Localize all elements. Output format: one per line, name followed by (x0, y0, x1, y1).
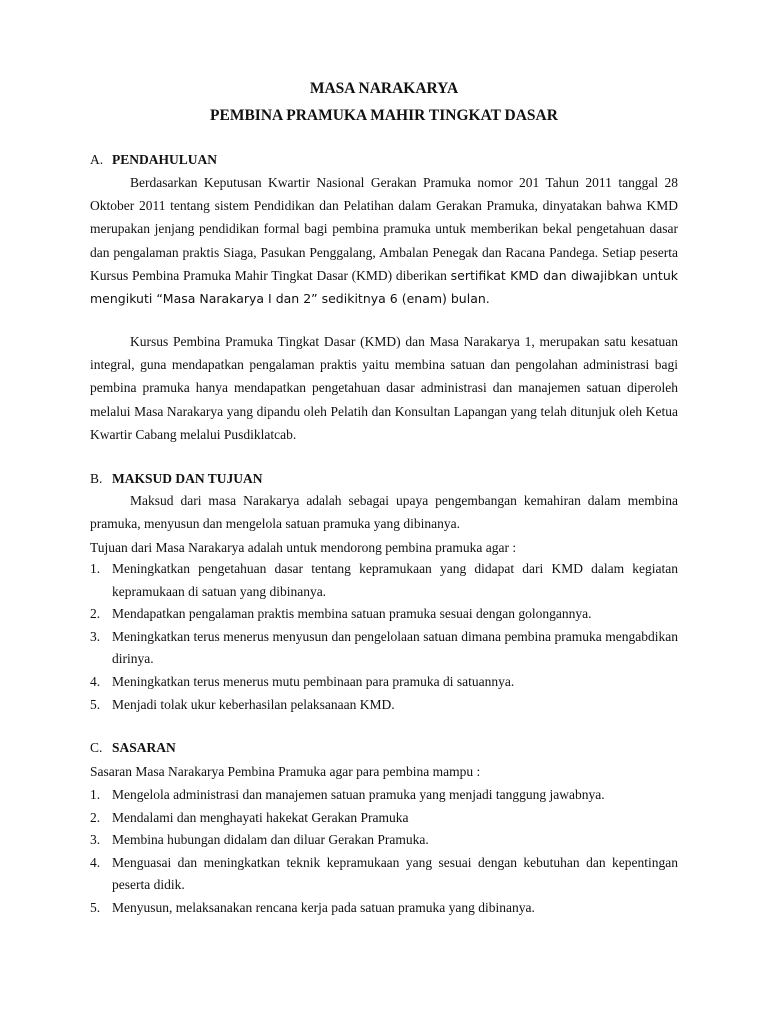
list-item-text: Menjadi tolak ukur keberhasilan pelaksanaan KMD. (112, 696, 395, 712)
list-item-number: 4. (90, 673, 101, 689)
section-a-paragraph-1 (90, 171, 678, 310)
section-a-paragraph-2: Kursus Pembina Pramuka Tingkat Dasar (KMD) dan Masa Narakarya 1, merupakan satu kesatuan integral, guna mendapatkan pengalaman praktis yaitu membina satuan dan pengolahan administrasi bagi pembina pramuka hanya mendapatkan pengetahuan dasar administrasi dan manajemen satuan diperoleh melalui Masa Narakarya yang dipandu oleh Pelatih dan Konsultan Lapangan yang telah ditunjuk oleh Ketua Kwartir Cabang melalui Pusdiklatcab. (90, 334, 678, 442)
list-item-number: 3. (90, 628, 101, 644)
section-b-intro: Tujuan dari Masa Narakarya adalah untuk mendorong pembina pramuka agar : (90, 540, 517, 555)
section-b-title: MAKSUD DAN TUJUAN (112, 471, 263, 486)
section-b-list (90, 558, 678, 716)
section-c-title: SASARAN (112, 740, 176, 755)
section-a-paragraph-1-text-sans: sertifikat KMD dan diwajibkan untuk mengikuti “Masa Narakarya I dan 2” sedikitnya 6 (enam) bulan. (90, 267, 678, 307)
list-item (90, 897, 678, 920)
list-item-number: 1. (90, 561, 101, 576)
section-c-intro: Sasaran Masa Narakarya Pembina Pramuka agar para pembina mampu : (90, 764, 481, 779)
section-a-title: PENDAHULUAN (112, 152, 218, 167)
list-item (90, 807, 678, 830)
list-item-number: 2. (90, 606, 101, 622)
section-b-paragraph-1: Maksud dari masa Narakarya adalah sebagai upaya pengembangan kemahiran dalam membina pramuka, menyusun dan mengelola satuan pramuka yang dibinanya. (90, 493, 678, 532)
list-item (90, 603, 678, 626)
list-item-number: 5. (90, 899, 101, 915)
list-item (90, 784, 678, 807)
list-item (90, 694, 678, 717)
section-c-letter: C. (90, 740, 103, 755)
list-item-text: Membina hubungan didalam dan diluar Gerakan Pramuka. (112, 832, 429, 848)
list-item-text: Meningkatkan terus menerus mutu pembinaan para pramuka di satuannya. (112, 673, 515, 689)
section-b-heading (90, 470, 263, 488)
list-item-number: 2. (90, 809, 101, 825)
list-item-text: Menguasai dan meningkatkan teknik kepramukaan yang sesuai dengan kebutuhan dan kepentingan peserta didik. (112, 854, 678, 893)
list-item-number: 4. (90, 854, 101, 870)
list-item-text: Mengelola administrasi dan manajemen satuan pramuka yang menjadi tanggung jawabnya. (112, 787, 605, 802)
list-item-text: Meningkatkan terus menerus menyusun dan pengelolaan satuan dimana pembina pramuka mengabdikan dirinya. (112, 628, 678, 667)
list-item-text: Mendalami dan menghayati hakekat Gerakan Pramuka (112, 809, 409, 825)
section-a-letter: A. (90, 152, 104, 167)
list-item (90, 558, 678, 603)
list-item-text: Menyusun, melaksanakan rencana kerja pada satuan pramuka yang dibinanya. (112, 899, 535, 915)
list-item (90, 829, 678, 852)
document-title: MASA NARAKARYA (309, 80, 459, 97)
list-item-number: 5. (90, 696, 101, 712)
section-b-letter: B. (90, 471, 103, 486)
list-item-number: 3. (90, 832, 101, 848)
list-item (90, 626, 678, 671)
list-item-text: Meningkatkan pengetahuan dasar tentang kepramukaan yang didapat dari KMD dalam kegiatan kepramukaan di satuan yang dibinanya. (112, 561, 678, 599)
section-a-heading (90, 151, 217, 169)
list-item-number: 1. (90, 787, 101, 802)
list-item (90, 852, 678, 897)
document-subtitle: PEMBINA PRAMUKA MAHIR TINGKAT DASAR (210, 107, 558, 124)
list-item-text: Mendapatkan pengalaman praktis membina satuan pramuka sesuai dengan golongannya. (112, 606, 592, 622)
section-a-paragraph-1-text: Berdasarkan Keputusan Kwartir Nasional Gerakan Pramuka nomor 201 Tahun 2011 tanggal 28 Oktober 2011 tentang sistem Pendidikan dan Pelatihan dalam Gerakan Pramuka, dinyatakan bahwa KMD merupakan jenjang pendidikan formal bagi pembina pramuka untuk memberikan bekal pengetahuan dasar dan pengalaman praktis Siaga, Pasukan Penggalang, Ambalan Penegak dan Racana Pandega. Setiap peserta Kursus Pembina Pramuka Mahir Tingkat Dasar (KMD) diberikan (90, 175, 678, 283)
section-c-heading (90, 739, 176, 757)
list-item (90, 671, 678, 694)
section-c-list (90, 784, 678, 920)
